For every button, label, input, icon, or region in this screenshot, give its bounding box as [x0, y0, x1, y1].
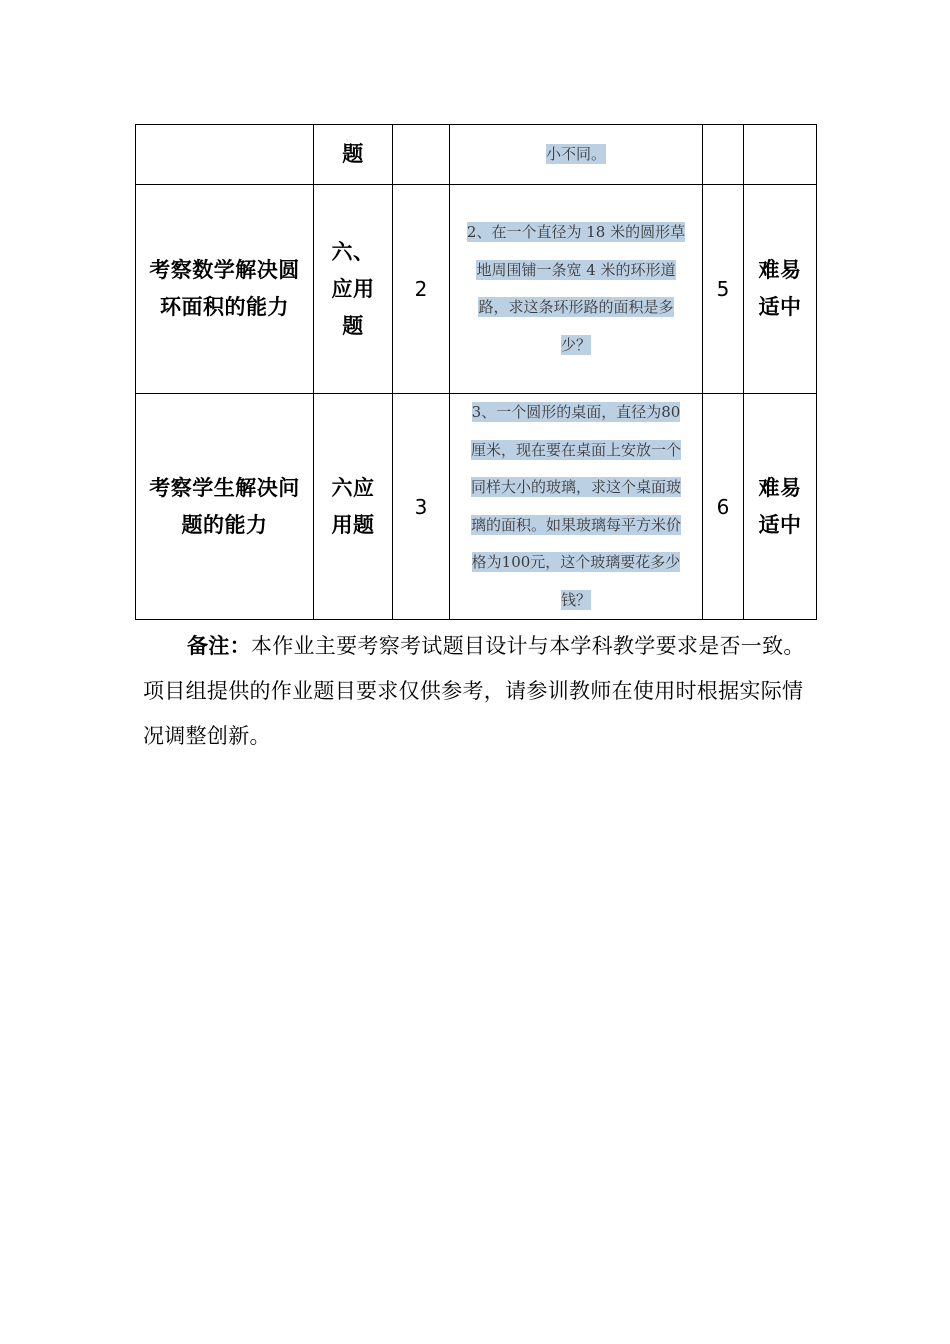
- difficulty-line: 难易: [758, 258, 802, 282]
- objective-line: 题的能力: [181, 512, 268, 537]
- score-cell: 6: [703, 394, 744, 620]
- question-type-line: 用题: [331, 512, 375, 537]
- question-type-line: 题: [342, 313, 364, 338]
- assessment-table: [135, 124, 817, 620]
- remarks-paragraph: [143, 624, 808, 759]
- objective-cell: [136, 185, 314, 394]
- question-line: 地周围铺一条宽 4 米的环形道: [476, 260, 676, 279]
- objective-cell: [136, 125, 314, 185]
- difficulty-line: 难易: [758, 475, 802, 500]
- table-row: [136, 125, 817, 185]
- question-type-cell: [314, 394, 393, 620]
- question-line: 少？: [560, 335, 591, 354]
- difficulty-cell: [744, 125, 817, 185]
- objective-line: 考察数学解决圆: [149, 258, 300, 282]
- objective-line: 考察学生解决问: [149, 475, 300, 500]
- difficulty-line: 适中: [758, 295, 802, 319]
- question-line: 2、在一个直径为 18 米的圆形草: [466, 223, 686, 241]
- question-line: 厘米，现在要在桌面上安放一个: [470, 440, 681, 459]
- question-type-line: 六应: [331, 475, 375, 500]
- question-number-cell: 3: [393, 394, 450, 620]
- objective-cell: [136, 394, 314, 620]
- remarks-label: 备注：: [187, 634, 251, 658]
- remarks-text: 本作业主要考察考试题目设计与本学科教学要求是否一致。项目组提供的作业题目要求仅供参考，请参训教师在使用时根据实际情况调整创新。: [143, 634, 805, 748]
- difficulty-cell: [744, 185, 817, 394]
- score-cell: [703, 125, 744, 185]
- question-number-cell: 2: [393, 185, 450, 394]
- question-content-cell: [450, 185, 703, 394]
- question-number-cell: [393, 125, 450, 185]
- difficulty-cell: [744, 394, 817, 620]
- question-content-cell: [450, 394, 703, 620]
- question-line: 3、一个圆形的桌面，直径为80: [471, 403, 681, 421]
- difficulty-line: 适中: [758, 512, 802, 537]
- question-line: 璃的面积。如果玻璃每平方米价: [470, 515, 681, 534]
- objective-line: 环面积的能力: [160, 295, 289, 319]
- question-line: 路，求这条环形路的面积是多: [478, 298, 674, 316]
- question-type-line: 六、: [331, 239, 375, 264]
- question-content-cell: [450, 125, 703, 185]
- question-type-line: 题: [342, 142, 364, 166]
- question-line: 小不同。: [545, 144, 606, 163]
- table-row: [136, 185, 817, 394]
- question-line: 格为100元，这个玻璃要花多少: [471, 553, 681, 571]
- table-row: [136, 394, 817, 620]
- question-type-line: 应用: [331, 276, 375, 301]
- score-cell: 5: [703, 185, 744, 394]
- question-type-cell: [314, 185, 393, 394]
- question-type-cell: [314, 125, 393, 185]
- question-line: 钱？: [560, 590, 591, 609]
- question-line: 同样大小的玻璃，求这个桌面玻: [470, 478, 681, 496]
